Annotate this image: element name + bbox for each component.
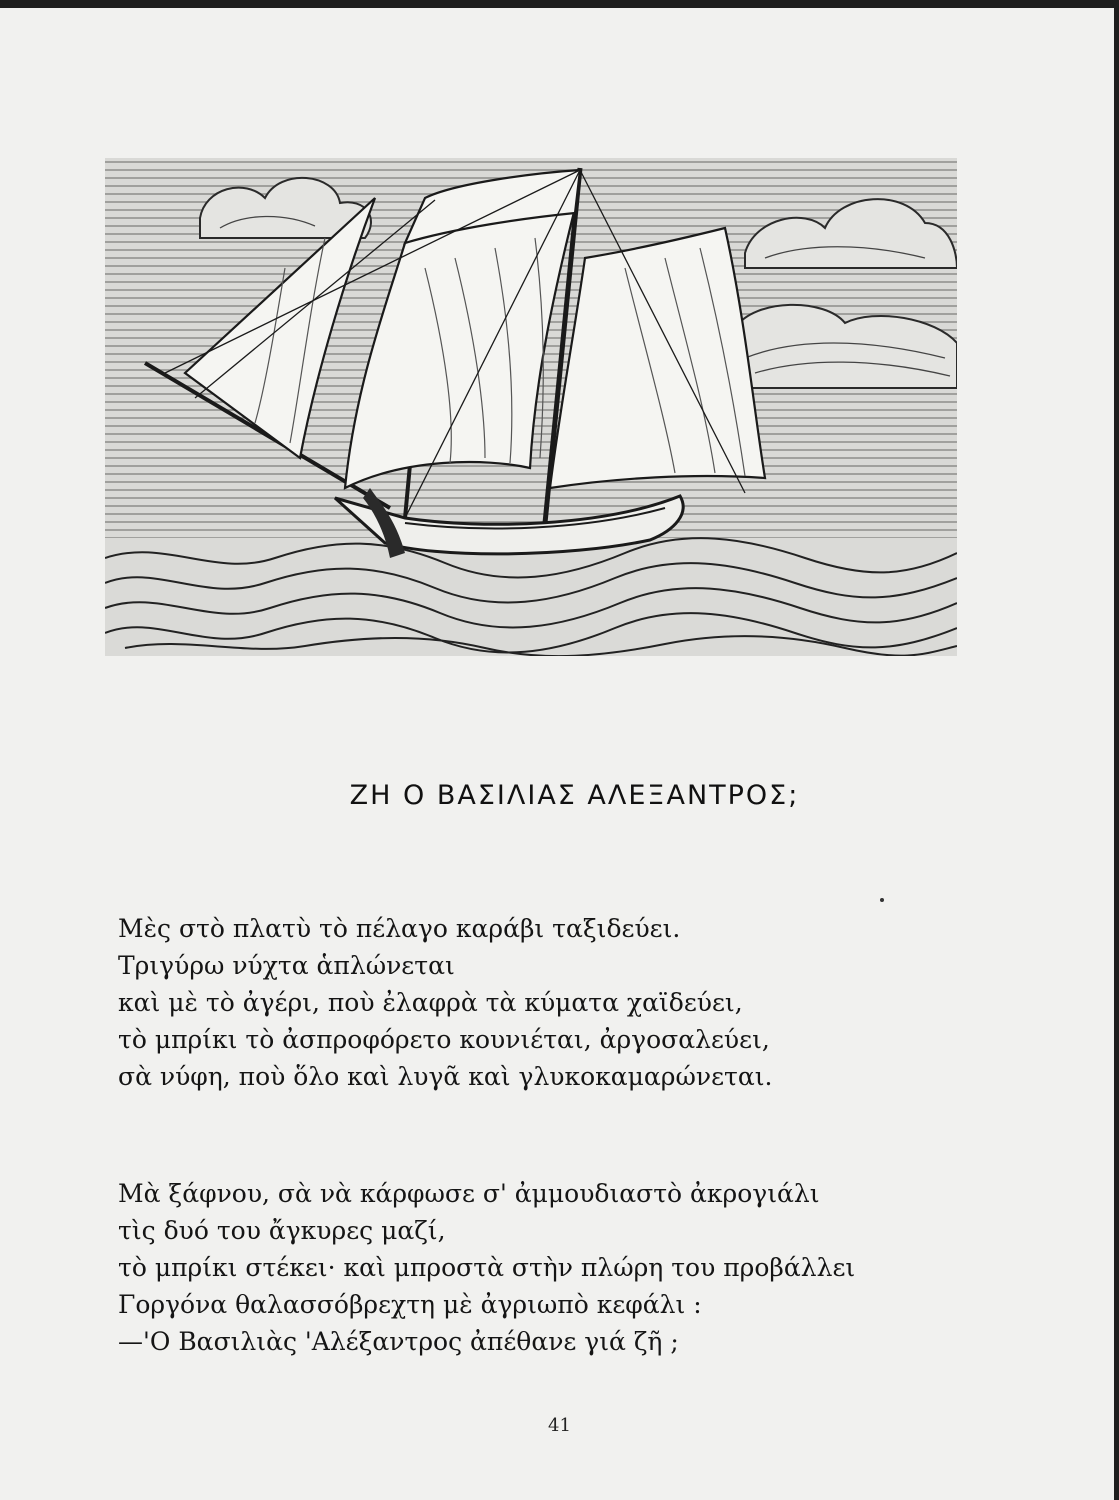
- poem-line: Τριγύρω νύχτα ἁπλώνεται: [118, 951, 455, 980]
- poem-line: τὸ μπρίκι στέκει· καὶ μπροστὰ στὴν πλώρη του προβάλλει: [118, 1253, 856, 1282]
- page-number: 41: [548, 1415, 571, 1436]
- poem-line: Μὰ ξάφνου, σὰ νὰ κάρφωσε σ' ἀμμουδιαστὸ ἀκρογιάλι: [118, 1179, 820, 1208]
- poem-line: τὶς δυό του ἄγκυρες μαζί,: [118, 1216, 446, 1245]
- scan-speck: [880, 898, 884, 902]
- poem-stanza-2: [118, 1175, 998, 1360]
- poem-line: σὰ νύφη, ποὺ ὅλο καὶ λυγᾶ καὶ γλυκοκαμαρώνεται.: [118, 1062, 773, 1091]
- sailing-ship-illustration: [105, 158, 957, 656]
- poem-line: Γοργόνα θαλασσόβρεχτη μὲ ἀγριωπὸ κεφάλι :: [118, 1290, 702, 1319]
- poem-title: ΖΗ Ο ΒΑΣΙΛΙΑΣ ΑΛΕΞΑΝΤΡΟΣ;: [349, 780, 800, 811]
- poem-stanza-1: [118, 910, 998, 1095]
- poem-line: Μὲς στὸ πλατὺ τὸ πέλαγο καράβι ταξιδεύει.: [118, 914, 681, 943]
- poem-line: —'Ο Βασιλιὰς 'Αλέξαντρος ἀπέθανε γιά ζῆ ;: [118, 1327, 679, 1356]
- scan-edge-right: [1114, 0, 1119, 1500]
- scan-edge-top: [0, 0, 1119, 8]
- poem-line: καὶ μὲ τὸ ἀγέρι, ποὺ ἐλαφρὰ τὰ κύματα χαϊδεύει,: [118, 988, 743, 1017]
- poem-line: τὸ μπρίκι τὸ ἀσπροφόρετο κουνιέται, ἀργοσαλεύει,: [118, 1025, 770, 1054]
- sailing-ship-icon: [105, 158, 957, 656]
